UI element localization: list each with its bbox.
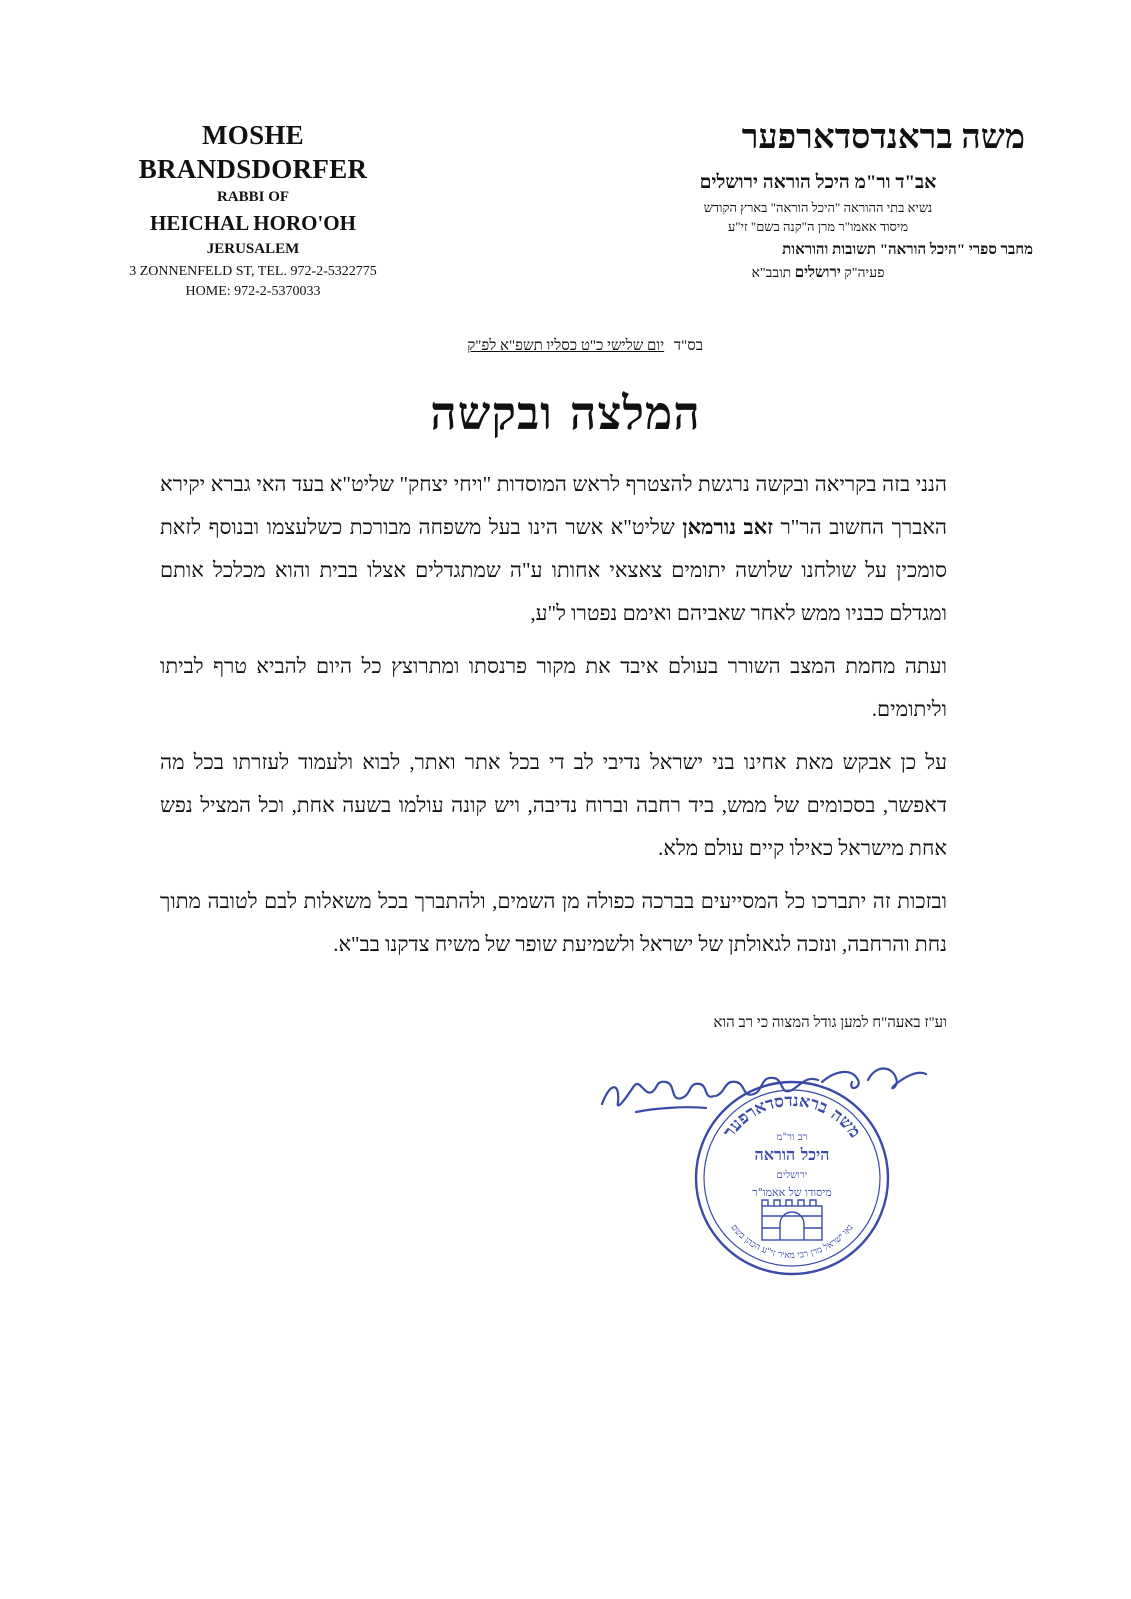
paragraph-4: ובזכות זה יתברכו כל המסייעים בברכה כפולה מן השמים, ולהתברך בכל משאלות לבם לטובה מתוך נחת והרחבה, ונזכה לגאולתן של ישראל ולשמיעת שופר של משיח צדקנו בב"א. [160,889,947,956]
letterhead-hebrew [603,116,1033,285]
stamp-line-2: היכל הוראה [754,1145,830,1164]
letterhead-city-en: JERUSALEM [206,241,300,257]
letterhead-line-2: מיסוד אאמו"ר מרן ה"קנה בשם" זי"ע [727,219,909,234]
paragraph-3: על כן אבקש מאת אחינו בני ישראל נדיבי לב די בכל אתר ואתר, לבוא ולעמוד לעזרתו בכל מה דאפשר, בסכומים של ממש, ביד רחבה וברוח נדיבה, ויש קונה עולמו בשעה אחת, וכל המציל נפש אחת מישראל כאילו קיים עולם מלא. [160,750,947,860]
paragraph-1-end: שליט"א אשר הינו בעל משפחה מבורכת כשלעצמו ובנוסף לזאת סומכין על שולחנו שלושה יתומים צאצאי אחותו ע"ה שמתגדלים אצלו בבית והוא מכלכל אותם ומגדלם כבניו ממש לאחר שאביהם ואימם נפטרו ל"ע, [160,515,947,625]
stamp-line-1: רב ור"מ [776,1132,808,1143]
date-prefix: בס"ד [673,338,703,354]
letterhead-address: 3 ZONNENFELD ST, TEL. 972-2-5322775 [129,264,377,279]
stamp-line-3: ירושלים [776,1170,808,1181]
letterhead-line-1: נשיא בתי ההוראה "היכל הוראה" בארץ הקודש [703,200,933,215]
letterhead-title-he: אב"ד ור"מ היכל הוראה ירושלים [699,172,937,193]
letterhead-rabbi-of: RABBI OF [216,189,290,205]
letter-body [160,463,947,976]
paragraph-1-start: הנני בזה בקריאה ובקשה נרגשת להצטרף לראש המוסדות "ויחי יצחק" שליט"א בעד האי גברא יקירא האברך החשוב הר"ר [160,472,947,539]
stamp-gate-icon [762,1200,822,1240]
letterhead-city-he [603,262,1033,285]
date-text: יום שלישי כ"ט כסליו תשפ"א לפ"ק [467,338,665,354]
stamp-bottom-arc-text: נאו ישראל מרן רבי מאיר זי"ע הכהן בשם [728,1222,856,1262]
city-suffix: תובב"א [751,266,792,281]
closing-line: וע"ז באעה"ח למען גודל המצוה כי רב הוא [713,1015,947,1031]
date-line [467,338,703,355]
recipient-name: זאב נורמאן [682,515,773,539]
city-name: ירושלים [794,265,841,281]
letterhead-author-line: מחבר ספרי "היכל הוראה" תשובות והוראות [782,242,1033,258]
city-prefix: פעיה"ק [844,266,885,281]
official-stamp [692,1078,892,1278]
stamp-ring-text: משה בראנדסדארפער [719,1090,865,1142]
letterhead-english [88,118,418,300]
letterhead-home-phone: HOME: 972-2-5370033 [185,284,321,299]
stamp-line-4: מיסודו של אאמו"ר [752,1186,832,1199]
letterhead-name-en: MOSHE BRANDSDORFER [138,120,368,184]
letterhead-name-he: משה בראנדסדארפער [741,119,1025,156]
document-title: המלצה ובקשה [430,386,701,440]
paragraph-1 [160,463,947,635]
paragraph-2: ועתה מחמת המצב השורר בעולם איבד את מקור פרנסתו ומתרוצץ כל היום להביא טרף לביתו וליתומים. [160,654,947,721]
letterhead-institution-en: HEICHAL HORO'OH [150,211,356,235]
